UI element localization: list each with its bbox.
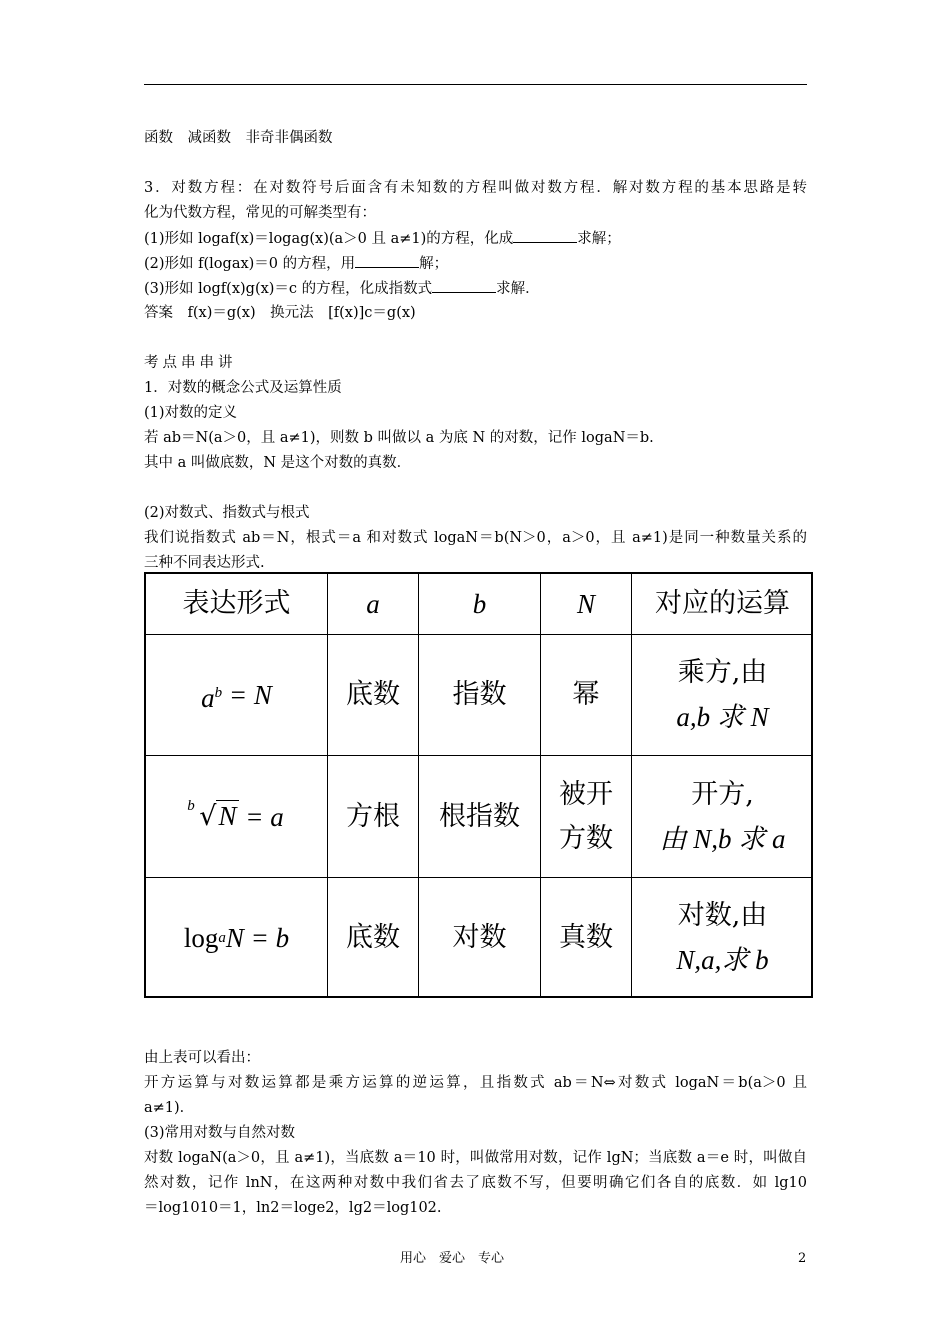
topic1-title: 1．对数的概念公式及运算性质 [144, 380, 342, 396]
row2-N-line2: 方数 [559, 822, 613, 854]
table-summary-line1: 开方运算与对数运算都是乘方运算的逆运算，且指数式 ab＝N⇔对数式 logaN＝b(a＞0 且 [144, 1075, 807, 1091]
header-a: a [366, 589, 380, 619]
row1-operation [632, 635, 813, 755]
row3-operation [632, 878, 813, 998]
header-N: N [576, 589, 595, 619]
row1-exponent: b [214, 684, 223, 701]
row2-operation [632, 756, 813, 877]
section3-item1 [144, 228, 807, 249]
row2-radicand: N [218, 801, 237, 831]
forms-line1: 我们说指数式 ab＝N，根式＝a 和对数式 logaN＝b(N＞0，a＞0，且 a≠1)是同一种数量关系的 [144, 530, 807, 546]
row3-rest: N = b [225, 923, 290, 953]
topic1a-title: (1)对数的定义 [144, 405, 238, 421]
item3-text: (3)形如 logf(x)g(x)＝c 的方程，化成指数式 [144, 281, 433, 297]
table-summary-lead: 由上表可以看出： [144, 1050, 260, 1066]
header-expression-form: 表达形式 [182, 588, 291, 619]
topic1c-title: (3)常用对数与自然对数 [144, 1125, 296, 1141]
row1-rest: = N [222, 680, 272, 710]
row2-root-index: b [187, 798, 195, 814]
forms-line2: 三种不同表达形式. [144, 555, 265, 571]
row1-b: 指数 [452, 679, 507, 710]
row1-op-line2: a,b 求 N [676, 702, 769, 732]
answer-line: 答案 f(x)＝g(x) 换元法 [f(x)]c＝g(x) [144, 305, 416, 321]
answer-line-functions: 函数 减函数 非奇非偶函数 [144, 130, 333, 146]
row1-a: 底数 [346, 679, 400, 710]
row2-b: 根指数 [439, 800, 520, 832]
common-log-line2: 然对数，记作 lnN，在这两种对数中我们省去了底数不写，但要明确它们各自的底数．如 lg10 [144, 1175, 807, 1191]
item1-suffix: 求解； [577, 231, 621, 247]
row3-a: 底数 [346, 922, 400, 953]
footer-motto: 用心 爱心 专心 [400, 1251, 505, 1266]
row3-expression [146, 878, 327, 998]
row2-a: 方根 [346, 800, 400, 832]
common-log-line3: ＝log1010＝1，ln2＝loge2，lg2＝log102. [144, 1200, 442, 1216]
fill-blank-3 [432, 278, 496, 293]
row2-rest: = a [238, 801, 284, 832]
item1-text: (1)形如 logaf(x)＝logag(x)(a＞0 且 a≠1)的方程，化成 [144, 231, 514, 247]
header-operation: 对应的运算 [655, 588, 790, 619]
item2-text: (2)形如 f(logax)＝0 的方程，用 [144, 256, 356, 272]
row3-base: a [218, 930, 226, 946]
radical-sign: b √N [189, 794, 238, 839]
row3-N: 真数 [559, 922, 613, 953]
kaodian-heading: 考点串串讲 [144, 355, 237, 371]
page-number: 2 [798, 1251, 807, 1266]
row1-expression [146, 635, 327, 755]
row3-op-line1: 对数,由 [677, 900, 768, 931]
header-rule [144, 84, 807, 85]
row2-expression [146, 756, 327, 877]
table-summary-line2: a≠1)． [144, 1100, 195, 1116]
fill-blank-1 [513, 228, 577, 243]
topic1b-title: (2)对数式、指数式与根式 [144, 505, 310, 521]
fill-blank-2 [355, 253, 419, 268]
row1-base: a [201, 682, 215, 713]
item2-suffix: 解； [419, 256, 449, 272]
row2-op-line1: 开方, [691, 778, 754, 810]
header-b: b [472, 589, 487, 619]
row2-op-line2: 由 N,b 求 a [659, 823, 786, 854]
section3-paragraph-line2: 化为代数方程，常见的可解类型有： [144, 205, 376, 221]
log-forms-table [144, 572, 813, 998]
item3-suffix: 求解． [496, 281, 540, 297]
section3-item2 [144, 253, 807, 274]
row2-N [541, 756, 631, 877]
row3-log: log [183, 923, 219, 953]
common-log-line1: 对数 logaN(a＞0，且 a≠1)，当底数 a＝10 时，叫做常用对数，记作 lgN；当底数 a＝e 时，叫做自 [144, 1150, 807, 1166]
row1-op-line1: 乘方,由 [677, 657, 768, 688]
row1-N: 幂 [572, 679, 600, 710]
row3-b: 对数 [452, 922, 507, 953]
section3-item3 [144, 278, 807, 299]
row2-N-line1: 被开 [559, 778, 613, 810]
definition-line1: 若 ab＝N(a＞0，且 a≠1)，则数 b 叫做以 a 为底 N 的对数，记作 logaN＝b. [144, 430, 654, 446]
section3-paragraph-line1: 3．对数方程：在对数符号后面含有未知数的方程叫做对数方程．解对数方程的基本思路是转 [144, 180, 807, 196]
row3-op-line2: N,a,求 b [676, 945, 769, 975]
definition-line2: 其中 a 叫做底数，N 是这个对数的真数． [144, 455, 412, 471]
